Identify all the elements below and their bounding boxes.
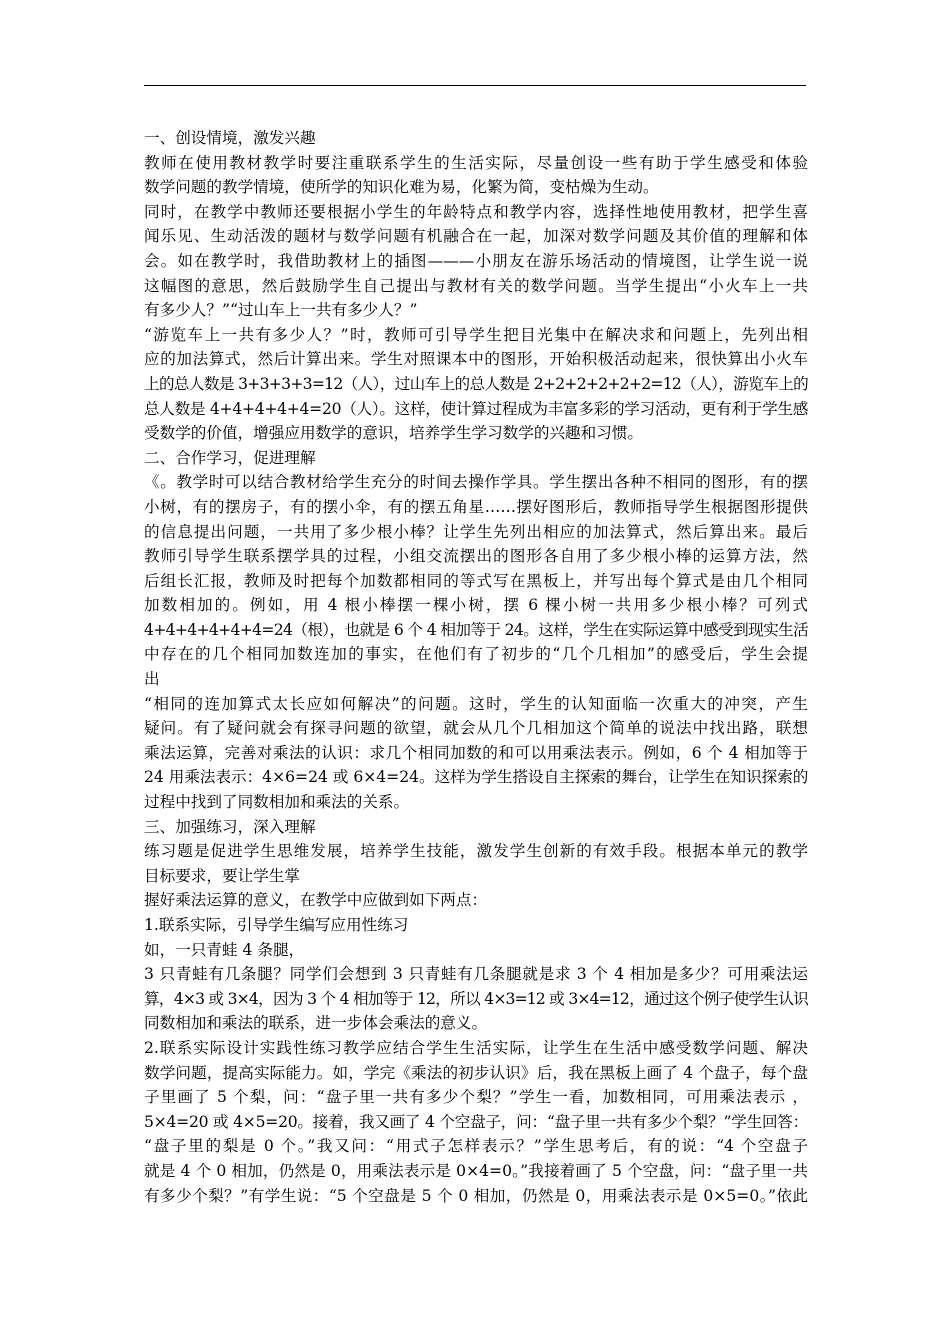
document-body <box>144 126 808 1208</box>
text-line: “相同的连加算式太长应如何解决”的问题。这时，学生的认知面临一次重大的冲突，产生 <box>144 694 808 713</box>
text-line: 同数相加和乘法的联系，进一步体会乘法的意义。 <box>144 1014 488 1033</box>
text-line: 有多少个梨？”有学生说：“5 个空盘是 5 个 0 相加，仍然是 0，用乘法表示是 0×5=0。”依此 <box>144 1186 808 1205</box>
text-line: 24 用乘法表示：4×6=24 或 6×4=24。这样为学生搭设自主探索的舞台，让学生在知识探索的 <box>144 768 809 787</box>
text-line: 这幅图的意思，然后鼓励学生自己提出与教材有关的数学问题。当学生提出“小火车上一共 <box>144 276 808 295</box>
text-line: 如，一只青蛙 4 条腿， <box>144 940 305 959</box>
text-line: 一、创设情境，激发兴趣 <box>144 129 316 147</box>
text-line: 三、加强练习，深入理解 <box>144 817 316 836</box>
text-line: 教师引导学生联系摆学具的过程，小组交流摆出的图形各自用了多少根小棒的运算方法，然 <box>144 547 808 566</box>
text-line: 出 <box>144 670 160 689</box>
text-line: 同时，在教学中教师还要根据小学生的年龄特点和教学内容，选择性地使用教材，把学生喜 <box>144 202 808 221</box>
text-line: 有多少人？”“过山车上一共有多少人？” <box>144 301 418 320</box>
text-line: 疑问。有了疑问就会有探寻问题的欲望，就会从几个几相加这个简单的说法中找出路，联想 <box>144 719 808 738</box>
text-line: 握好乘法运算的意义，在教学中应做到如下两点： <box>144 891 488 910</box>
text-line: 受数学的价值，增强应用数学的意识，培养学生学习数学的兴趣和习惯。 <box>144 424 644 443</box>
text-line: 《。教学时可以结合教材给学生充分的时间去操作学具。学生摆出各种不相同的图形，有的摆 <box>144 473 808 492</box>
text-line: 数学问题的教学情境，使所学的知识化难为易，化繁为简，变枯燥为生动。 <box>144 178 659 197</box>
text-line: 会。如在教学时，我借助教材上的插图———小朋友在游乐场活动的情境图，让学生说一说 <box>144 251 808 270</box>
text-line: 5×4=20 或 4×5=20。接着，我又画了 4 个空盘子，问：“盘子里一共有多少个梨？”学生回答： <box>144 1112 808 1131</box>
text-line: 二、合作学习，促进理解 <box>144 448 316 467</box>
text-line: 小树，有的摆房子，有的摆小伞，有的摆五角星……摆好图形后，教师指导学生根据图形提供 <box>144 497 808 516</box>
text-line: 教师在使用教材教学时要注重联系学生的生活实际，尽量创设一些有助于学生感受和体验 <box>144 153 808 172</box>
text-line: 乘法运算，完善对乘法的认识：求几个相同加数的和可以用乘法表示。例如，6 个 4 相加等于 <box>144 743 808 762</box>
text-line: 算，4×3 或 3×4，因为 3 个 4 相加等于 12，所以 4×3=12 或 3×4=12，通过这个例子使学生认识 <box>144 989 808 1008</box>
text-line: 上的总人数是 3+3+3+3=12（人），过山车上的总人数是 2+2+2+2+2+2=12（人），游览车上的 <box>144 374 808 393</box>
text-line: 2.联系实际设计实践性练习教学应结合学生生活实际，让学生在生活中感受数学问题、解决 <box>144 1038 808 1057</box>
text-line: 4+4+4+4+4+4=24（根），也就是 6 个 4 相加等于 24。这样，学生在实际运算中感受到现实生活 <box>144 620 808 639</box>
text-line: 目标要求，要让学生掌 <box>144 866 300 885</box>
text-line: 的信息提出问题，一共用了多少根小棒？让学生先列出相应的加法算式，然后算出来。最后 <box>144 522 808 541</box>
text-line: “盘子里的梨是 0 个。”我又问：“用式子怎样表示？”学生思考后，有的说：“4 个空盘子 <box>144 1137 808 1156</box>
text-line: 总人数是 4+4+4+4+4=20（人）。这样，使计算过程成为丰富多彩的学习活动，更有利于学生感 <box>144 399 808 418</box>
text-line: 数学问题，提高实际能力。如，学完《乘法的初步认识》后，我在黑板上画了 4 个盘子，每个盘 <box>144 1063 808 1082</box>
text-line: 1.联系实际，引导学生编写应用性练习 <box>144 916 409 934</box>
text-line: 过程中找到了同数相加和乘法的关系。 <box>144 793 410 812</box>
text-line: 子里画了 5 个梨，问：“盘子里一共有多少个梨？”学生一看，加数相同，可用乘法表示 ， <box>144 1088 808 1107</box>
text-line: 练习题是促进学生思维发展，培养学生技能，激发学生创新的有效手段。根据本单元的教学 <box>144 842 808 861</box>
text-line: 后组长汇报，教师及时把每个加数都相同的等式写在黑板上，并写出每个算式是由几个相同 <box>144 571 808 590</box>
text-line: 闻乐见、生动活泼的题材与数学问题有机融合在一起，加深对数学问题及其价值的理解和体 <box>144 227 808 246</box>
text-line: 应的加法算式，然后计算出来。学生对照课本中的图形，开始积极活动起来，很快算出小火车 <box>144 350 808 369</box>
text-line: 中存在的几个相同加数连加的事实，在他们有了初步的“几个几相加”的感受后，学生会提 <box>144 645 808 664</box>
text-line: “游览车上一共有多少人？”时，教师可引导学生把目光集中在解决求和问题上，先列出相 <box>144 325 808 344</box>
text-line: 3 只青蛙有几条腿？同学们会想到 3 只青蛙有几条腿就是求 3 个 4 相加是多少？可用乘法运 <box>144 965 808 984</box>
header-rule <box>144 85 806 86</box>
text-line: 加数相加的。例如，用 4 根小棒摆一棵小树，摆 6 棵小树一共用多少根小棒？可列式 <box>144 596 808 615</box>
text-line: 就是 4 个 0 相加，仍然是 0，用乘法表示是 0×4=0。”我接着画了 5 个空盘，问：“盘子里一共 <box>144 1161 808 1180</box>
